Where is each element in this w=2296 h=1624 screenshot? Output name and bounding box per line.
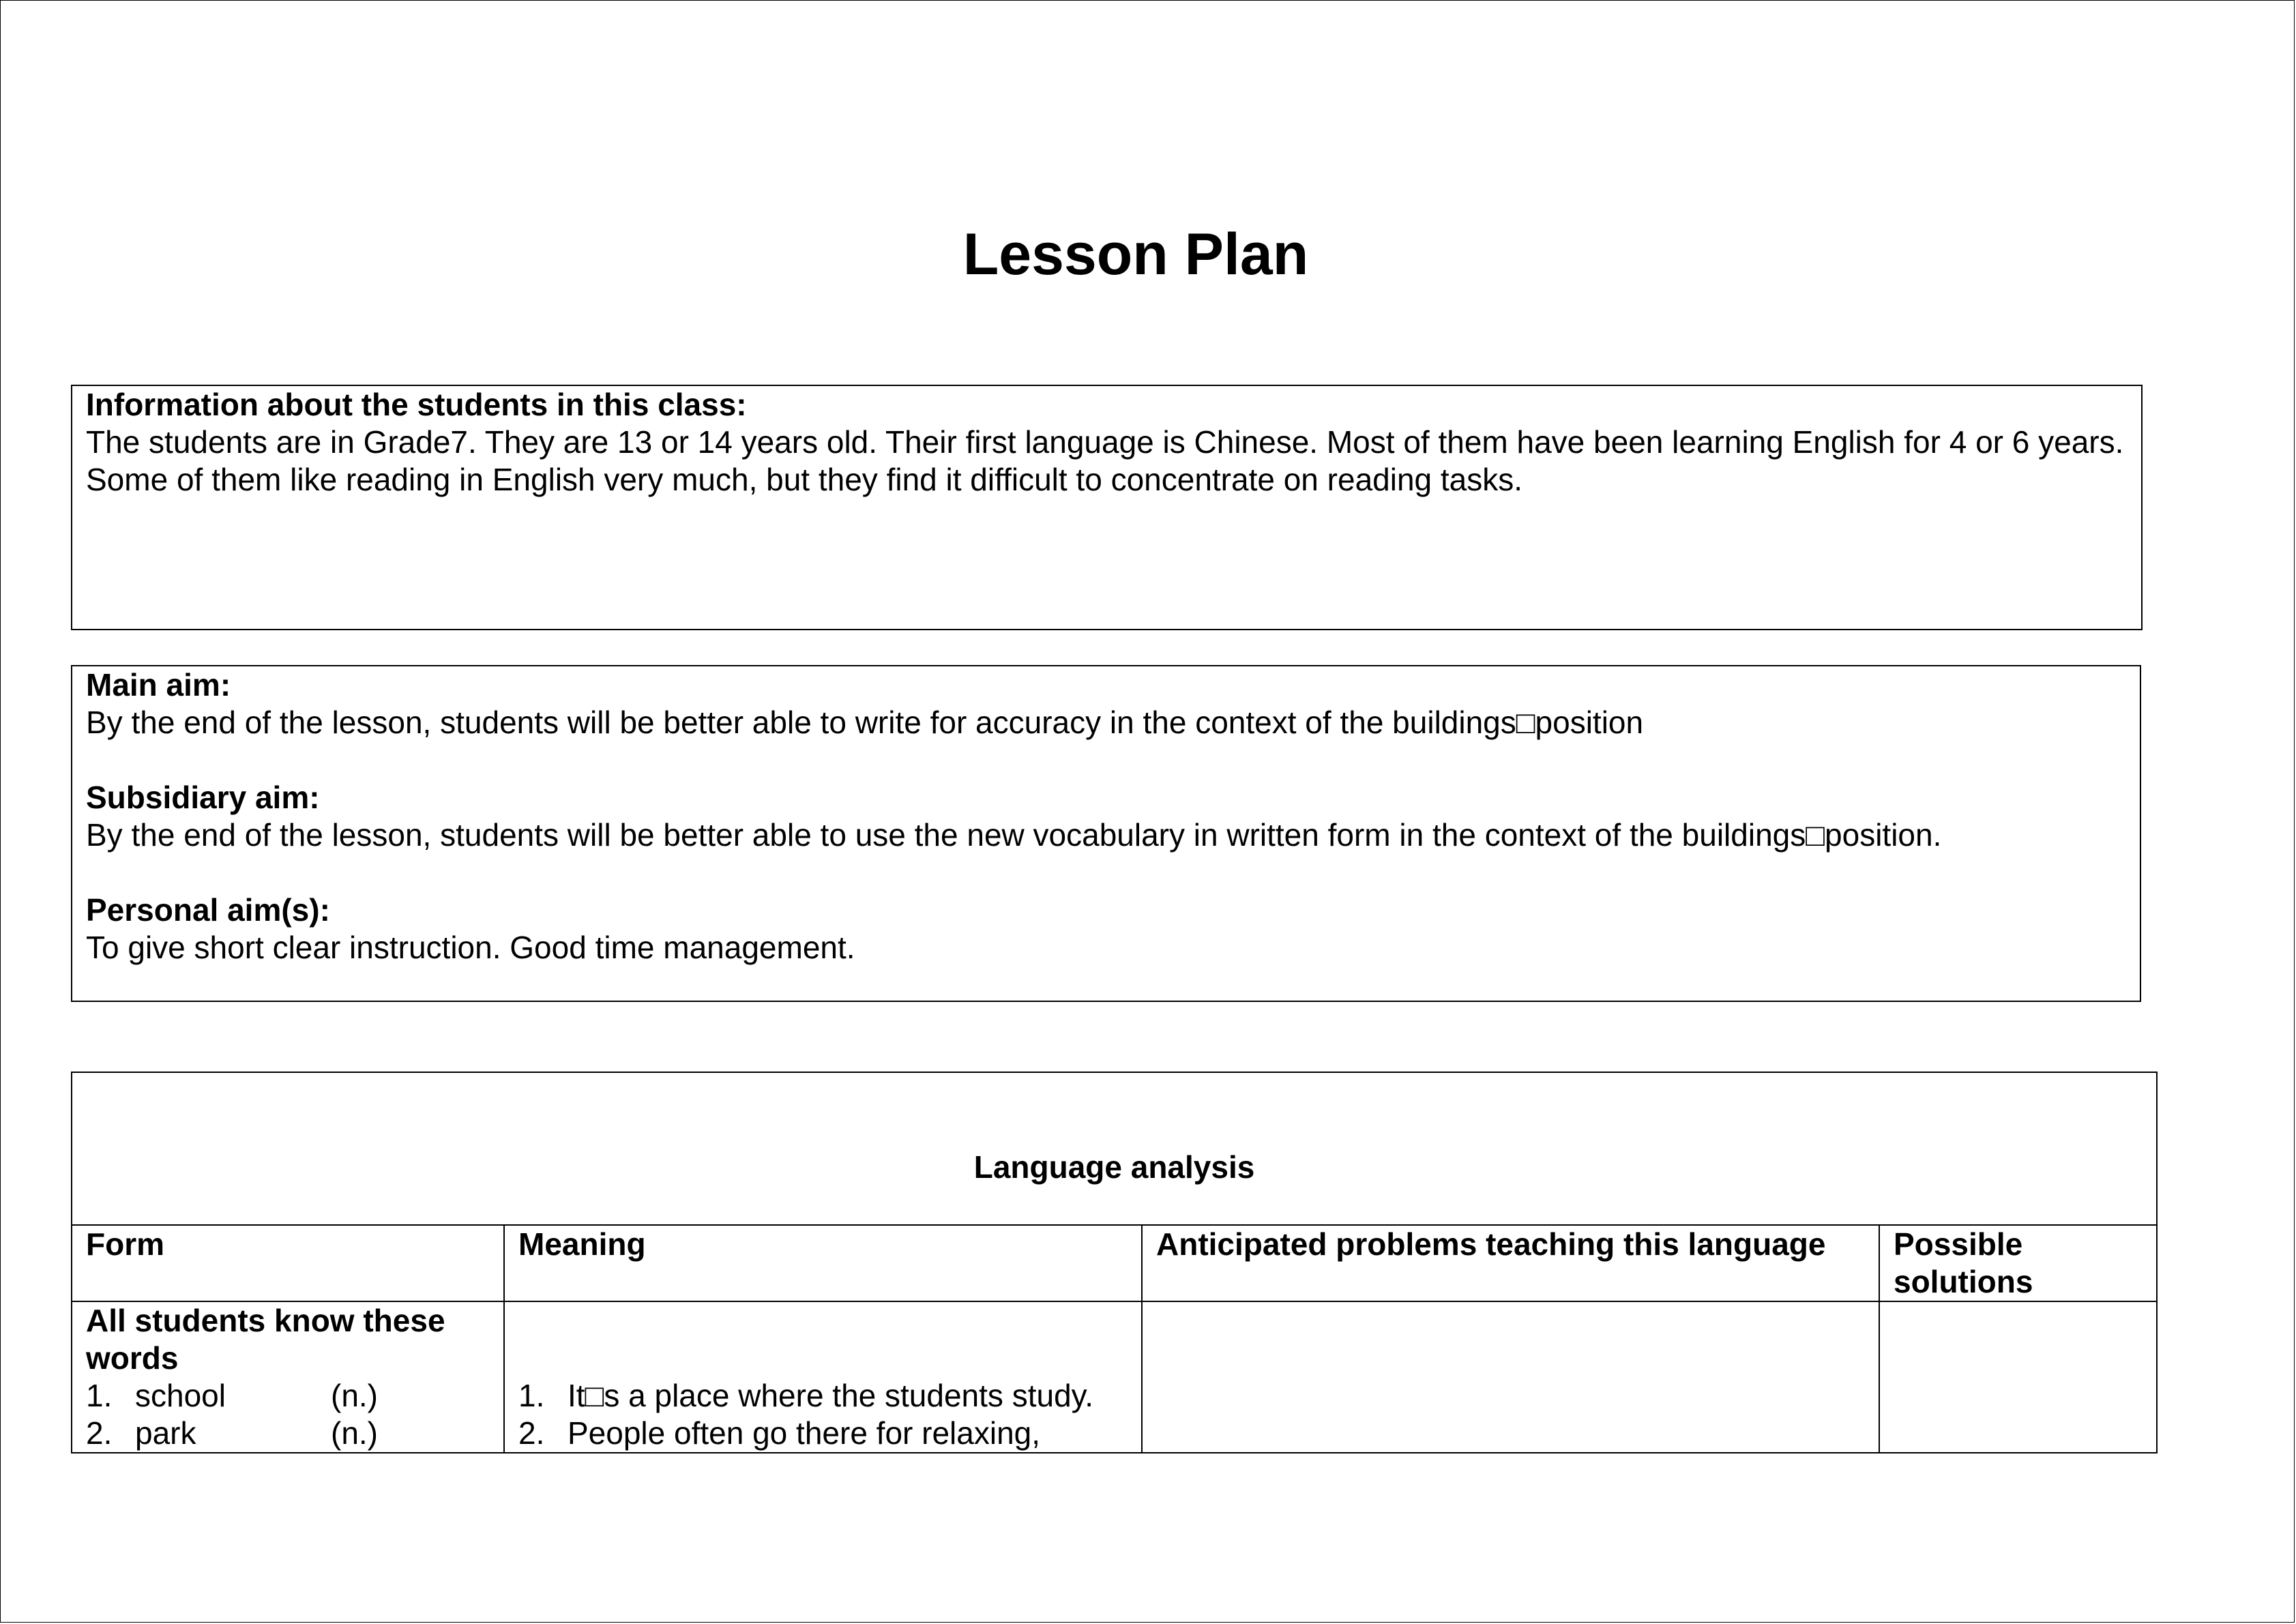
subsidiary-aim-text: By the end of the lesson, students will be better able to use the new vocabulary in written form in the context of the buildings□position. — [86, 817, 1942, 853]
meaning-text: It□s a place where the students study. — [568, 1378, 1094, 1413]
problems-cell — [1142, 1301, 1879, 1453]
personal-aim-text: To give short clear instruction. Good time management. — [86, 930, 855, 965]
vocab-word: park — [135, 1415, 196, 1451]
table-header-row — [72, 1225, 2157, 1301]
form-cell — [72, 1301, 504, 1453]
meaning-cell — [504, 1301, 1142, 1453]
column-header-form: Form — [72, 1225, 504, 1301]
students-info-text: The students are in Grade7. They are 13 or 14 years old. Their first language is Chinese. Most of them have been learning English for 4 or 6 years. Some of them like reading in English very much, but they find it difficult to concentrate on reading tasks. — [86, 424, 2124, 497]
table-title-cell — [72, 1072, 2157, 1225]
subsidiary-aim-heading: Subsidiary aim: — [86, 780, 320, 815]
list-item — [518, 1415, 1128, 1452]
column-header-problems: Anticipated problems teaching this language — [1142, 1225, 1879, 1301]
main-aim-text: By the end of the lesson, students will be better able to write for accuracy in the context of the buildings□position — [86, 705, 1644, 740]
list-item — [86, 1415, 490, 1452]
aims-box — [71, 665, 2141, 1002]
table-title-row — [72, 1072, 2157, 1225]
table-row — [72, 1301, 2157, 1453]
language-analysis-table — [71, 1072, 2158, 1453]
meaning-text: People often go there for relaxing, — [568, 1415, 1041, 1451]
list-item — [86, 1377, 490, 1415]
language-analysis-title: Language analysis — [973, 1149, 1255, 1185]
list-item — [518, 1377, 1128, 1415]
list-number: 1. — [86, 1378, 113, 1413]
form-heading: All students know these words — [86, 1303, 445, 1376]
students-info-box — [71, 385, 2143, 630]
solutions-cell — [1879, 1301, 2157, 1453]
meaning-list — [518, 1377, 1128, 1452]
column-header-solutions: Possible solutions — [1879, 1225, 2157, 1301]
list-number: 2. — [86, 1415, 113, 1451]
form-list — [86, 1377, 490, 1452]
vocab-word: school — [135, 1378, 226, 1413]
list-number: 2. — [518, 1415, 545, 1451]
page-title: Lesson Plan — [962, 222, 1309, 287]
list-number: 1. — [518, 1378, 545, 1413]
personal-aim-heading: Personal aim(s): — [86, 892, 330, 928]
students-info-heading: Information about the students in this class: — [86, 387, 747, 422]
part-of-speech: (n.) — [331, 1415, 378, 1451]
column-header-meaning: Meaning — [504, 1225, 1142, 1301]
main-aim-heading: Main aim: — [86, 667, 231, 703]
part-of-speech: (n.) — [331, 1378, 378, 1413]
